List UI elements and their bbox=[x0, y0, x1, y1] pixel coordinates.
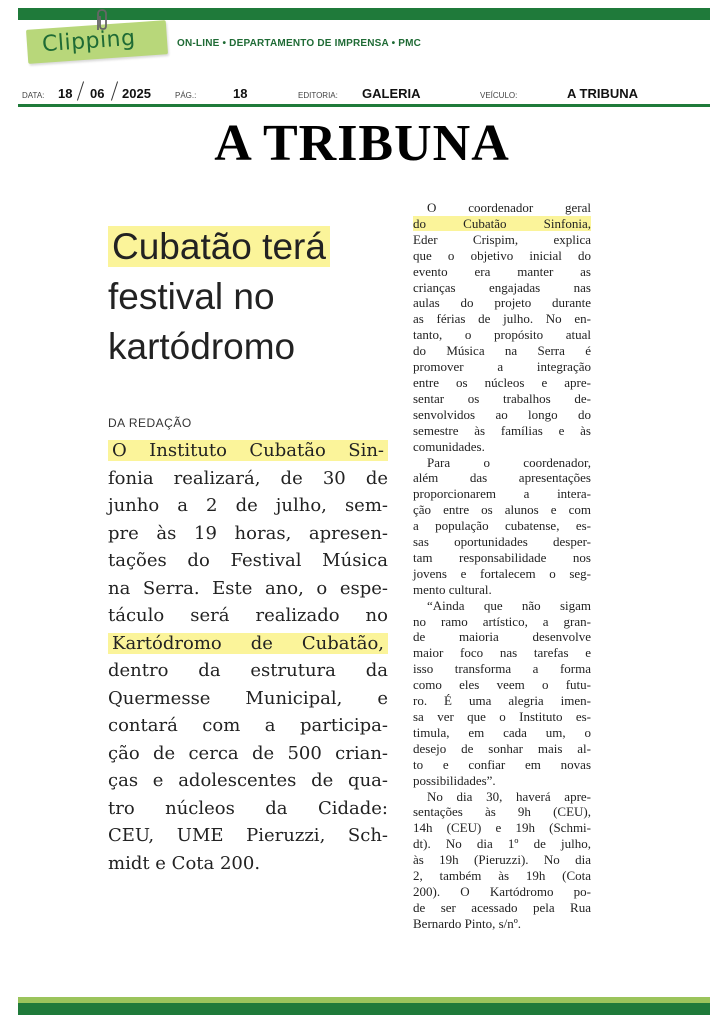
column-line-text: mento cultural. bbox=[413, 581, 492, 597]
column-line-text: jovens e fortalecem o seg- bbox=[413, 565, 591, 581]
column-line bbox=[413, 804, 591, 820]
column-line-text: sa ver que o Instituto es- bbox=[413, 709, 591, 724]
lead-line-text: tações do Festival Música bbox=[108, 550, 388, 571]
column-line-text: aulas do projeto durante bbox=[413, 295, 591, 311]
column-line bbox=[413, 693, 591, 709]
column-line-text: dt). No dia 1º de julho, bbox=[413, 836, 591, 852]
lead-line bbox=[108, 602, 388, 630]
column-line bbox=[413, 916, 591, 932]
lead-line bbox=[108, 685, 388, 713]
column-line-text: 200). O Kartódromo po- bbox=[413, 883, 591, 899]
lead-line bbox=[108, 437, 388, 465]
column-line bbox=[413, 518, 591, 534]
column-line bbox=[413, 757, 591, 773]
column-line bbox=[413, 295, 591, 311]
column-line bbox=[413, 327, 591, 343]
date-label: DATA: bbox=[22, 91, 45, 100]
column-line-text: do Cubatão Sinfonia, bbox=[413, 215, 591, 231]
column-line-text: do Música na Serra é bbox=[413, 343, 591, 359]
column-line-text: no ramo artístico, a gran- bbox=[413, 613, 591, 629]
lead-line bbox=[108, 575, 388, 603]
lead-line-text: tro núcleos da Cidade: bbox=[108, 797, 388, 819]
date-separator bbox=[111, 81, 118, 100]
newspaper-masthead: A TRIBUNA bbox=[214, 115, 510, 172]
column-line bbox=[413, 311, 591, 327]
lead-line bbox=[108, 465, 388, 493]
lead-line-text: dentro da estrutura da bbox=[108, 660, 388, 681]
lead-line-text: CEU, UME Pieruzzi, Sch- bbox=[108, 825, 388, 846]
lead-line bbox=[108, 712, 388, 740]
column-line bbox=[413, 820, 591, 836]
column-line-text: sas oportunidades desper- bbox=[413, 534, 591, 550]
column-line-text: promover a integração bbox=[413, 359, 591, 375]
lead-line bbox=[108, 547, 388, 575]
lead-line-text: Quermesse Municipal, e bbox=[108, 687, 388, 709]
column-line-text: como eles veem o futu- bbox=[413, 677, 591, 693]
lead-line bbox=[108, 767, 388, 795]
meta-divider bbox=[18, 104, 710, 107]
clipping-title: Clipping bbox=[41, 25, 137, 58]
article-byline: DA REDAÇÃO bbox=[108, 416, 192, 430]
lead-line bbox=[108, 795, 388, 823]
column-line-text: de ser acessado pela Rua bbox=[413, 899, 591, 915]
column-line bbox=[413, 200, 591, 216]
column-line bbox=[413, 614, 591, 630]
clipping-subtitle: ON-LINE • DEPARTAMENTO DE IMPRENSA • PMC bbox=[177, 38, 422, 49]
column-line-text: possibilidades”. bbox=[413, 772, 496, 788]
lead-line-text: O Instituto Cubatão Sin- bbox=[108, 440, 388, 461]
headline-line: kartódromo bbox=[108, 326, 296, 367]
column-line-text: semestre às famílias e às bbox=[413, 422, 591, 438]
lead-line bbox=[108, 520, 388, 548]
lead-line bbox=[108, 657, 388, 685]
column-line bbox=[413, 216, 591, 232]
column-line bbox=[413, 375, 591, 391]
column-line-text: de maioria desenvolve bbox=[413, 629, 591, 645]
column-line bbox=[413, 598, 591, 614]
lead-line-text: pre às 19 horas, apresen- bbox=[108, 522, 388, 544]
section-label: EDITORIA: bbox=[298, 91, 338, 100]
column-line bbox=[413, 677, 591, 693]
footer-bar bbox=[18, 1003, 710, 1015]
column-line-text: sentar os trabalhos de- bbox=[413, 390, 591, 406]
date-separator bbox=[77, 81, 84, 100]
lead-line bbox=[108, 740, 388, 768]
column-line bbox=[413, 661, 591, 677]
header-top-bar bbox=[18, 8, 710, 20]
article-headline bbox=[108, 222, 398, 372]
column-line bbox=[413, 645, 591, 661]
column-line-text: a população cubatense, es- bbox=[413, 518, 591, 534]
column-line bbox=[413, 773, 591, 789]
lead-line bbox=[108, 822, 388, 850]
column-line bbox=[413, 439, 591, 455]
column-line bbox=[413, 470, 591, 486]
lead-line-text: na Serra. Este ano, o espe- bbox=[108, 577, 388, 599]
outlet-label: VEÍCULO: bbox=[480, 91, 518, 100]
lead-line-text: táculo será realizado no bbox=[108, 605, 388, 626]
lead-line-text: ção de cerca de 500 crian- bbox=[108, 742, 388, 764]
column-line bbox=[413, 900, 591, 916]
headline-line: festival no bbox=[108, 276, 275, 317]
column-line bbox=[413, 391, 591, 407]
column-line-text: entre os núcleos e apre- bbox=[413, 374, 591, 390]
column-line-text: timula, em cada um, o bbox=[413, 724, 591, 740]
column-line bbox=[413, 502, 591, 518]
column-line-text: crianças engajadas nas bbox=[413, 279, 591, 295]
column-line-text: além das apresentações bbox=[413, 470, 591, 486]
column-line-text: to e confiar em novas bbox=[413, 756, 591, 772]
lead-line-text: fonia realizará, de 30 de bbox=[108, 467, 388, 489]
column-line bbox=[413, 280, 591, 296]
column-line bbox=[413, 534, 591, 550]
column-line-text: sentações às 9h (CEU), bbox=[413, 804, 591, 820]
column-line bbox=[413, 582, 591, 598]
article-lead bbox=[108, 437, 388, 877]
lead-line-text: contará com a participa- bbox=[108, 715, 388, 736]
column-line bbox=[413, 884, 591, 900]
column-line-text: No dia 30, haverá apre- bbox=[427, 788, 591, 804]
lead-line-text: ças e adolescentes de qua- bbox=[108, 770, 388, 791]
column-line bbox=[413, 852, 591, 868]
column-line bbox=[413, 486, 591, 502]
column-line-text: maior foco nas tarefas e bbox=[413, 645, 591, 661]
column-line bbox=[413, 264, 591, 280]
lead-line bbox=[108, 850, 388, 878]
column-line-text: senvolvidos ao longo do bbox=[413, 406, 591, 422]
page-number: 18 bbox=[233, 86, 248, 101]
section-value: GALERIA bbox=[362, 86, 421, 101]
column-line-text: ção entre os alunos e com bbox=[413, 502, 591, 518]
column-line bbox=[413, 836, 591, 852]
date-month: 06 bbox=[90, 86, 105, 101]
column-line bbox=[413, 423, 591, 439]
column-line bbox=[413, 455, 591, 471]
column-line bbox=[413, 407, 591, 423]
column-line-text: “Ainda que não sigam bbox=[427, 597, 591, 613]
lead-line bbox=[108, 492, 388, 520]
lead-line-text: junho a 2 de julho, sem- bbox=[108, 495, 388, 516]
column-line-text: desejo de sonhar mais al- bbox=[413, 740, 591, 756]
clipping-meta-row bbox=[20, 86, 710, 106]
column-line-text: às 19h (Pieruzzi). No dia bbox=[413, 852, 591, 868]
lead-line bbox=[108, 630, 388, 658]
column-line-text: isso transforma a forma bbox=[413, 661, 591, 677]
column-line bbox=[413, 629, 591, 645]
lead-line-text: midt e Cota 200. bbox=[108, 852, 261, 874]
column-line bbox=[413, 550, 591, 566]
column-line-text: O coordenador geral bbox=[427, 200, 591, 215]
column-line-text: 2, também às 19h (Cota bbox=[413, 868, 591, 884]
column-line-text: as férias de julho. No en- bbox=[413, 311, 591, 327]
column-line-text: que o objetivo inicial do bbox=[413, 247, 591, 263]
column-line-text: evento era manter as bbox=[413, 263, 591, 279]
column-line bbox=[413, 725, 591, 741]
column-line bbox=[413, 232, 591, 248]
page-label: PÁG.: bbox=[175, 91, 197, 100]
date-day: 18 bbox=[58, 86, 73, 101]
column-line-text: tanto, o propósito atual bbox=[413, 327, 591, 343]
column-line-text: tam responsabilidade nos bbox=[413, 549, 591, 565]
column-line bbox=[413, 343, 591, 359]
column-line bbox=[413, 709, 591, 725]
column-line-text: ro. É uma alegria imen- bbox=[413, 693, 591, 709]
article-right-column bbox=[413, 200, 591, 932]
column-line-text: 14h (CEU) e 19h (Schmi- bbox=[413, 820, 591, 836]
column-line-text: comunidades. bbox=[413, 438, 485, 454]
column-line bbox=[413, 741, 591, 757]
column-line-text: Para o coordenador, bbox=[427, 454, 591, 470]
column-line-text: Eder Crispim, explica bbox=[413, 231, 591, 247]
column-line bbox=[413, 868, 591, 884]
column-line bbox=[413, 248, 591, 264]
headline-line: Cubatão terá bbox=[108, 226, 330, 267]
column-line bbox=[413, 359, 591, 375]
outlet-value: A TRIBUNA bbox=[567, 86, 639, 101]
column-line bbox=[413, 789, 591, 805]
column-line bbox=[413, 566, 591, 582]
lead-line-text: Kartódromo de Cubatão, bbox=[108, 633, 388, 654]
column-line-text: Bernardo Pinto, s/nº. bbox=[413, 915, 522, 931]
date-year: 2025 bbox=[122, 86, 151, 101]
column-line-text: proporcionarem a intera- bbox=[413, 486, 591, 502]
